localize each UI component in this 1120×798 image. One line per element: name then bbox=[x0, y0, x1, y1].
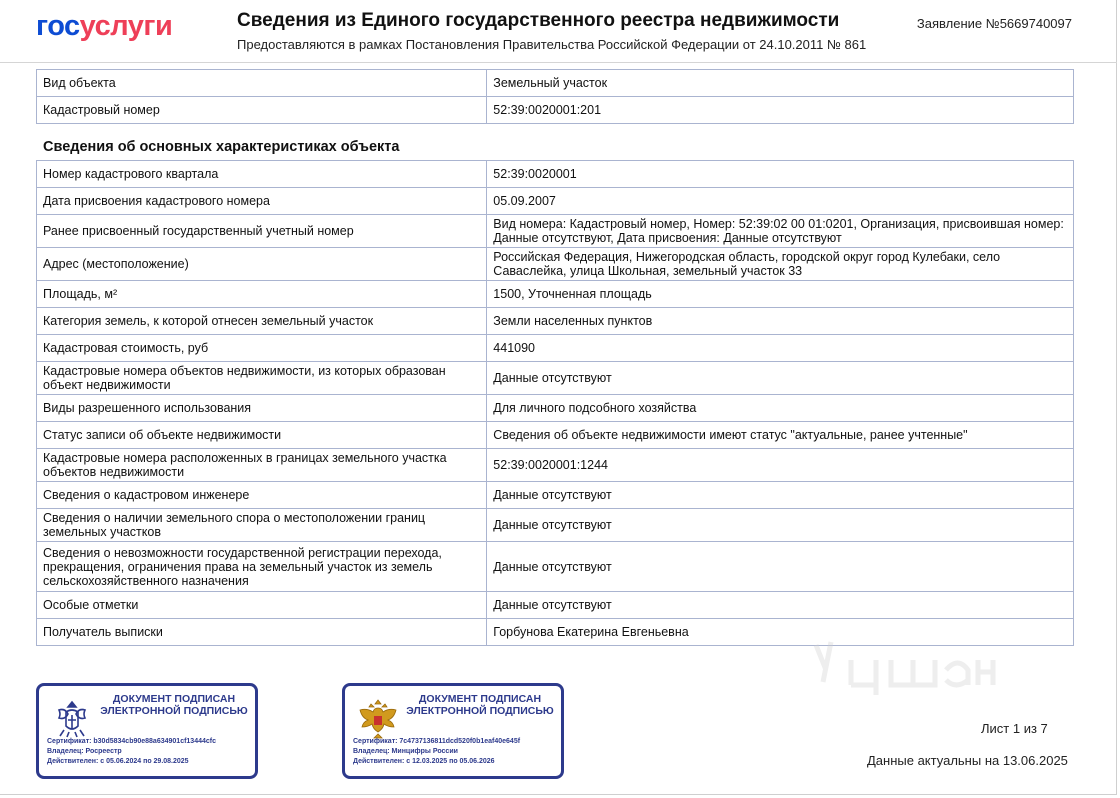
row-value: 52:39:0020001:201 bbox=[487, 97, 1074, 124]
coat-of-arms-icon bbox=[355, 696, 401, 742]
row-label: Номер кадастрового квартала bbox=[37, 161, 487, 188]
row-label: Дата присвоения кадастрового номера bbox=[37, 188, 487, 215]
signature-stamp-mintsifry bbox=[342, 683, 564, 779]
table-row bbox=[37, 308, 1074, 335]
row-label: Кадастровый номер bbox=[37, 97, 487, 124]
row-label: Получатель выписки bbox=[37, 619, 487, 646]
table-row bbox=[37, 70, 1074, 97]
row-value: Вид номера: Кадастровый номер, Номер: 52:39:02 00 01:0201, Организация, присвоившая номер: Данные отсутствуют, Дата присвоения: Данные отсутствуют bbox=[487, 215, 1074, 248]
table-row bbox=[37, 592, 1074, 619]
table-row bbox=[37, 215, 1074, 248]
rosreestr-emblem-icon bbox=[49, 696, 95, 742]
row-label: Ранее присвоенный государственный учетный номер bbox=[37, 215, 487, 248]
row-label: Сведения о невозможности государственной регистрации перехода, прекращения, ограничения права на земельный участок из земель сельскохозяйственного назначения bbox=[37, 542, 487, 592]
row-label: Кадастровые номера объектов недвижимости, из которых образован объект недвижимости bbox=[37, 362, 487, 395]
stamp-validity: Действителен: с 05.06.2024 по 29.08.2025 bbox=[47, 758, 189, 765]
row-value: Земли населенных пунктов bbox=[487, 308, 1074, 335]
table-row bbox=[37, 281, 1074, 308]
row-value: Земельный участок bbox=[487, 70, 1074, 97]
row-label: Статус записи об объекте недвижимости bbox=[37, 422, 487, 449]
signature-stamp-rosreestr bbox=[36, 683, 258, 779]
document-subtitle: Предоставляются в рамках Постановления Правительства Российской Федерации от 24.10.2011 № 861 bbox=[237, 37, 867, 52]
application-number: Заявление №5669740097 bbox=[916, 16, 1072, 31]
row-label: Категория земель, к которой отнесен земельный участок bbox=[37, 308, 487, 335]
stamp-validity: Действителен: с 12.03.2025 по 05.06.2026 bbox=[353, 758, 495, 765]
row-value: 52:39:0020001:1244 bbox=[487, 449, 1074, 482]
stamp-heading: ДОКУМЕНТ ПОДПИСАН ЭЛЕКТРОННОЙ ПОДПИСЬЮ bbox=[406, 693, 554, 717]
row-value: Сведения об объекте недвижимости имеют статус "актуальные, ранее учтенные" bbox=[487, 422, 1074, 449]
table-row bbox=[37, 97, 1074, 124]
data-actual-date: Данные актуальны на 13.06.2025 bbox=[867, 753, 1068, 768]
stamp-certificate: Сертификат: b30d5834cb90e88a634901cf13444cfc bbox=[47, 738, 216, 745]
table-row bbox=[37, 248, 1074, 281]
row-value: Для личного подсобного хозяйства bbox=[487, 395, 1074, 422]
row-value: 52:39:0020001 bbox=[487, 161, 1074, 188]
row-value: Российская Федерация, Нижегородская область, городской округ город Кулебаки, село Саваслейка, улица Школьная, земельный участок 33 bbox=[487, 248, 1074, 281]
row-value: 1500, Уточненная площадь bbox=[487, 281, 1074, 308]
gosuslugi-logo: госуслуги bbox=[36, 10, 173, 42]
row-label: Виды разрешенного использования bbox=[37, 395, 487, 422]
row-value: 05.09.2007 bbox=[487, 188, 1074, 215]
row-value: Данные отсутствуют bbox=[487, 482, 1074, 509]
table-row bbox=[37, 335, 1074, 362]
row-label: Кадастровая стоимость, руб bbox=[37, 335, 487, 362]
document-header bbox=[0, 0, 1117, 63]
table-row bbox=[37, 422, 1074, 449]
row-value: Данные отсутствуют bbox=[487, 542, 1074, 592]
table-row bbox=[37, 188, 1074, 215]
table-row bbox=[37, 161, 1074, 188]
row-label: Сведения о наличии земельного спора о местоположении границ земельных участков bbox=[37, 509, 487, 542]
row-value: Данные отсутствуют bbox=[487, 592, 1074, 619]
table-row bbox=[37, 542, 1074, 592]
row-label: Сведения о кадастровом инженере bbox=[37, 482, 487, 509]
row-value: Данные отсутствуют bbox=[487, 362, 1074, 395]
stamp-certificate: Сертификат: 7c4737136811dcd520f0b1eaf40e645f bbox=[353, 738, 521, 745]
document-title: Сведения из Единого государственного реестра недвижимости bbox=[237, 10, 840, 31]
table-row bbox=[37, 395, 1074, 422]
row-value: Данные отсутствуют bbox=[487, 509, 1074, 542]
row-label: Адрес (местоположение) bbox=[37, 248, 487, 281]
watermark-logo-icon bbox=[796, 630, 996, 700]
stamp-owner: Владелец: Росреестр bbox=[47, 748, 122, 755]
row-label: Особые отметки bbox=[37, 592, 487, 619]
stamp-heading: ДОКУМЕНТ ПОДПИСАН ЭЛЕКТРОННОЙ ПОДПИСЬЮ bbox=[100, 693, 248, 717]
row-value: Горбунова Екатерина Евгеньевна bbox=[487, 619, 1074, 646]
section-title: Сведения об основных характеристиках объекта bbox=[43, 139, 400, 155]
row-label: Площадь, м² bbox=[37, 281, 487, 308]
row-value: 441090 bbox=[487, 335, 1074, 362]
row-label: Вид объекта bbox=[37, 70, 487, 97]
sheet-number: Лист 1 из 7 bbox=[981, 721, 1048, 736]
table-row bbox=[37, 449, 1074, 482]
table-row bbox=[37, 482, 1074, 509]
table-row bbox=[37, 509, 1074, 542]
stamp-owner: Владелец: Минцифры России bbox=[353, 748, 458, 755]
row-label: Кадастровые номера расположенных в границах земельного участка объектов недвижимости bbox=[37, 449, 487, 482]
characteristics-table bbox=[36, 160, 1074, 646]
table-row bbox=[37, 362, 1074, 395]
object-table bbox=[36, 69, 1074, 124]
